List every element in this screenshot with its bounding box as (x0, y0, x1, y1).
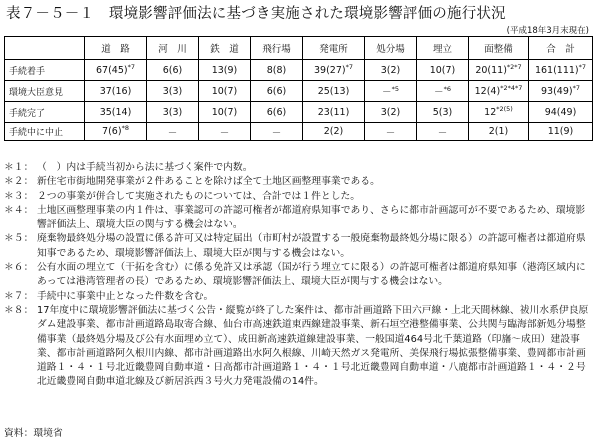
footnote-ref: *7 (345, 62, 353, 71)
cell-value: 2(1) (488, 126, 509, 137)
footnote-item (4, 290, 594, 304)
column-header: 飛行場 (251, 37, 303, 60)
table-cell (417, 60, 469, 81)
cell-value: 8(8) (266, 64, 287, 76)
table-row (5, 102, 593, 123)
column-header: 処分場 (365, 37, 417, 60)
column-header: 埋立 (417, 37, 469, 60)
column-header: 河 川 (147, 37, 199, 60)
footnote-ref: *7 (572, 83, 580, 92)
table-cell (303, 60, 365, 81)
cell-value: － (382, 87, 392, 98)
cell-value: 2(2) (323, 126, 344, 137)
footnote-ref: *8 (121, 123, 129, 132)
footnote-text: （ ）内は手続当初から法に基づく案件で内数。 (37, 162, 253, 173)
table-cell (251, 81, 303, 102)
footnote-item (4, 190, 594, 204)
cell-value: 11(9) (547, 126, 574, 137)
table-cell (469, 123, 529, 141)
table-cell (365, 102, 417, 123)
table-cell (529, 81, 593, 102)
table-cell (365, 81, 417, 102)
table-cell (147, 102, 199, 123)
cell-value: － (434, 87, 444, 98)
table-cell (199, 81, 251, 102)
row-header: 手続中に中止 (5, 123, 85, 141)
cell-value: － (271, 127, 282, 139)
footnote-item (4, 175, 594, 189)
column-header: 鉄 道 (199, 37, 251, 60)
cell-value: 94(49) (544, 106, 577, 118)
footnote-item (4, 261, 594, 290)
cell-value: － (437, 127, 448, 139)
as-of-date: (平成18年3月末現在) (506, 26, 589, 36)
cell-value: 93(49) (541, 85, 573, 97)
table-cell (85, 102, 147, 123)
cell-value: 3(3) (162, 106, 183, 118)
cell-value: 3(3) (162, 85, 183, 97)
table-cell (469, 102, 529, 123)
cell-value: 13(9) (211, 64, 238, 76)
footnote-mark: ＊２： (4, 176, 34, 188)
table-cell (303, 123, 365, 141)
table-row (5, 60, 593, 81)
table-cell (303, 81, 365, 102)
table-cell (85, 60, 147, 81)
table-row (5, 81, 593, 102)
row-header: 環境大臣意見 (5, 81, 85, 102)
table-cell (303, 102, 365, 123)
footnote-ref: *5 (391, 84, 399, 93)
cell-value: － (385, 127, 396, 139)
footnote-text: 土地区画整理事業の内１件は、事業認可の許認可権者が都道府県知事であり、さらに都市計画認可が不要であるため、環境影響評価法上、環境大臣の関与する機会はない。 (37, 204, 586, 231)
table-cell (147, 123, 199, 141)
footnotes (4, 161, 594, 390)
cell-value: 20(11) (475, 64, 507, 76)
table-cell (469, 60, 529, 81)
footnote-text: 公有水面の埋立て（干拓を含む）に係る免許又は承認（国が行う埋立てに限る）の許認可権者は都道府県知事（港湾区域内にあっては港湾管理者の長）であるため、環境影響評価法上、環境大臣が関与する機会はない。 (37, 262, 586, 288)
cell-value: 10(7) (211, 85, 238, 97)
column-header: 合 計 (529, 37, 593, 60)
footnote-mark: ＊１： (4, 162, 34, 173)
table-cell (147, 60, 199, 81)
source-note: 資料：環境省 (4, 428, 63, 439)
footnote-ref: *2*4*7 (500, 83, 523, 92)
footnote-ref: *2(5) (496, 104, 513, 113)
row-header: 手続完了 (5, 102, 85, 123)
table-row (5, 123, 593, 141)
footnote-text: 新住宅市街地開発事業が２件あることを除けば全て土地区画整理事業である。 (37, 176, 380, 188)
cell-value: 12 (484, 106, 497, 118)
table-cell (251, 123, 303, 141)
table-cell (199, 123, 251, 141)
cell-value: 67(45) (96, 64, 128, 76)
cell-value: － (167, 127, 178, 139)
cell-value: 6(6) (162, 64, 183, 76)
table-cell (251, 60, 303, 81)
table-cell (365, 60, 417, 81)
table-cell (199, 60, 251, 81)
footnote-ref: *2*7 (506, 62, 522, 71)
cell-value: 12(4) (474, 85, 501, 97)
table-cell (417, 102, 469, 123)
table-cell (469, 81, 529, 102)
cell-value: 25(13) (317, 85, 350, 97)
table-header-row (5, 37, 593, 60)
cell-value: 10(7) (429, 64, 456, 76)
table-cell (85, 123, 147, 141)
table-cell (365, 123, 417, 141)
column-header: 発電所 (303, 37, 365, 60)
footnote-text: 廃棄物最終処分場の設置に係る許可又は特定届出（市町村が設置する一般廃棄物最終処分場に限る）の許認可権者は都道府県知事であるため、環境影響評価法上、環境大臣が関与する機会はない。 (37, 233, 586, 259)
table-cell (251, 102, 303, 123)
cell-value: 37(16) (99, 85, 132, 97)
footnote-mark: ＊７： (4, 290, 34, 302)
footnote-ref: *6 (443, 84, 451, 93)
cell-value: 6(6) (266, 106, 287, 118)
column-header: 道 路 (85, 37, 147, 60)
table-cell (417, 81, 469, 102)
document-title: 表７－５－１ 環境影響評価法に基づき実施された環境影響評価の施行状況 (6, 6, 506, 22)
cell-value: 5(3) (432, 106, 453, 118)
table-cell (529, 102, 593, 123)
cell-value: 39(27) (314, 64, 346, 76)
cell-value: 3(2) (380, 106, 401, 118)
table-cell (199, 102, 251, 123)
table-cell (417, 123, 469, 141)
column-header: 面整備 (469, 37, 529, 60)
cell-value: 23(11) (317, 106, 350, 118)
footnote-mark: ＊３： (4, 190, 34, 202)
footnote-mark: ＊８： (4, 304, 34, 316)
footnote-item (4, 161, 594, 175)
footnote-item (4, 204, 594, 233)
footnote-text: 17年度中に環境影響評価法に基づく公告・縦覧が終了した案件は、都市計画道路下田六戸線・上北天間林線、祓川水系伊良原ダム建設事業、都市計画道路島取寄合線、仙台市高速鉄道東西線建設事業、新石垣空港整備事業、公共関与臨海部新処分場整備事業（最終処分場及び公有水面埋め立て）、成田新高速鉄道線建設事業、一般国道464号北千葉道路（印旛～成田）建設事業、都市計画道路阿久根川内線、都市計画道路出水阿久根線、川崎天然ガス発電所、美保飛行場拡張整備事業、豊岡都市計画道路１・４・１号北近畿豊岡自動車道・日高都市計画道路１・４・１号北近畿豊岡自動車道・八鹿都市計画道路１・４・２号北近畿豊岡自動車道北線及び新居浜西３号火力発電設備の14件。 (37, 304, 589, 388)
table-cell (529, 60, 593, 81)
column-header (5, 37, 85, 60)
footnote-mark: ＊６： (4, 262, 34, 274)
cell-value: 6(6) (266, 85, 287, 97)
footnote-mark: ＊５： (4, 233, 34, 245)
table-cell (529, 123, 593, 141)
footnote-text: ２つの事業が併合して実施されたものについては、合計では１件とした。 (37, 190, 361, 202)
cell-value: － (219, 127, 230, 139)
table-cell (147, 81, 199, 102)
footnote-ref: *7 (578, 62, 587, 71)
assessment-status-table (4, 36, 593, 141)
cell-value: 3(2) (380, 64, 401, 76)
table-cell (85, 81, 147, 102)
footnote-mark: ＊４： (4, 204, 34, 216)
footnote-ref: *7 (127, 62, 135, 71)
footnote-text: 手続中に事業中止となった件数を含む。 (37, 290, 214, 302)
cell-value: 35(14) (99, 106, 132, 118)
footnote-item (4, 232, 594, 261)
row-header: 手続着手 (5, 60, 85, 81)
cell-value: 161(111) (534, 64, 579, 76)
cell-value: 10(7) (211, 106, 238, 118)
footnote-item (4, 304, 594, 390)
cell-value: 7(6) (102, 126, 122, 137)
